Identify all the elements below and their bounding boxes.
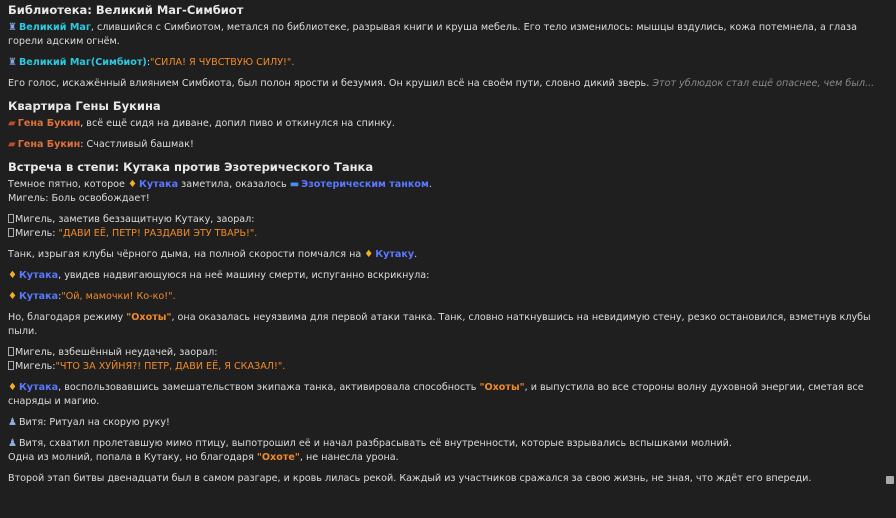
flame-icon: ♦ (128, 179, 137, 190)
message-text: , увидев надвигающуюся на неё машину смерти, испуганно вскрикнула: (58, 270, 430, 281)
message-text: Танк, изрыгая клубы чёрного дыма, на полной скорости помчался на (8, 249, 365, 260)
message-battle-summary: Второй этап битвы двенадцати был в самом разгаре, и кровь лилась рекой. Каждый из участников сражался за свою жизнь, не зная, что ждёт его впереди. (8, 473, 812, 484)
message-text: , и выпустила во все стороны волну духовной энергии, сметая все снаряды и магию. (8, 382, 864, 407)
message-text: , она оказалась неуязвима для первой атаки танка. Танк, словно наткнувшись на невидимую стену, резко остановился, взметнув клубы пыли. (8, 312, 871, 337)
flame-icon: ♦ (8, 291, 17, 302)
character-name-mage-symbiot[interactable]: Великий Маг(Симбиот) (18, 57, 147, 68)
missing-glyph-box (8, 347, 14, 356)
message-text: заметила, оказалось (178, 179, 290, 190)
message-miguel-notice (8, 213, 888, 227)
mage-icon: ♜ (8, 22, 17, 33)
character-name-tank[interactable]: Эзотерическим танком (301, 179, 429, 190)
message-mage-rampage (8, 21, 888, 49)
shoe-icon: ▰ (8, 139, 16, 150)
message-kutaka-shout (8, 290, 888, 304)
message-text: Витя: Ритуал на скорую руку! (18, 417, 170, 428)
message-miguel-enraged (8, 346, 888, 360)
message-text: , воспользовавшись замешательством экипажа танка, активировала способность (58, 382, 480, 393)
thought-text: Этот ублюдок стал ещё опаснее, чем был... (652, 78, 875, 89)
mage-icon: ♜ (8, 57, 17, 68)
character-name-kutaka[interactable]: Кутака (18, 270, 59, 281)
wizard-icon: ♟ (8, 417, 17, 428)
message-gena-shoe (8, 138, 888, 152)
period: . (414, 249, 418, 260)
message-kutaka-ability (8, 381, 888, 409)
message-narration-voice (8, 77, 888, 91)
missing-glyph-box (8, 214, 14, 223)
shoe-icon: ▰ (8, 118, 16, 129)
character-name-gena[interactable]: Гена Букин (17, 139, 81, 150)
quote-text: "ДАВИ ЕЁ, ПЕТР! РАЗДАВИ ЭТУ ТВАРЬ!". (58, 228, 258, 239)
message-kutaka-sees (8, 269, 888, 283)
message-text: , всё ещё сидя на диване, допил пиво и откинулся на спинку. (80, 118, 395, 129)
character-name-kutaka[interactable]: Кутака (138, 179, 179, 190)
message-text: , не нанесла урона. (299, 452, 399, 463)
message-lightning (8, 451, 888, 465)
section-heading-apartment: Квартира Гены Букина (8, 99, 161, 113)
missing-glyph-box (8, 361, 14, 370)
tank-icon: ▬ (289, 179, 300, 190)
section-heading-library: Библиотека: Великий Маг-Симбиот (8, 3, 244, 17)
message-vitya-ritual (8, 416, 888, 430)
missing-glyph-box (8, 228, 14, 237)
message-miguel-pain: Мигель: Боль освобождает! (8, 193, 150, 204)
speaker-label: Мигель: (15, 361, 56, 372)
character-name-kutaka[interactable]: Кутака (18, 382, 59, 393)
flame-icon: ♦ (8, 270, 17, 281)
message-dark-spot (8, 178, 888, 192)
ability-name: "Охоты" (126, 312, 172, 323)
period: . (428, 179, 432, 190)
colon: : (58, 291, 62, 302)
character-name-mage[interactable]: Великий Маг (18, 22, 91, 33)
message-gena-sits (8, 117, 888, 131)
message-text: Его голос, искажённый влиянием Симбиота, был полон ярости и безумия. Он крушил всё на своём пути, словно дикий зверь. (8, 78, 653, 89)
message-text: Мигель, заметив беззащитную Кутаку, заорал: (15, 214, 255, 225)
character-name-gena[interactable]: Гена Букин (17, 118, 81, 129)
message-tank-charges (8, 248, 888, 262)
wizard-icon: ♟ (8, 438, 17, 449)
section-heading-steppe: Встреча в степи: Кутака против Эзотерического Танка (8, 160, 374, 174)
ability-name: "Охоте" (256, 452, 300, 463)
character-name-kutaka[interactable]: Кутака (18, 291, 59, 302)
message-text: , слившийся с Симбиотом, метался по библиотеке, разрывая книги и круша мебель. Его тело изменилось: мышцы вздулись, кожа потемнела, а глаза горели адским огнём. (8, 22, 857, 47)
ability-name: "Охоты" (479, 382, 525, 393)
quote-text: "СИЛА! Я ЧУВСТВУЮ СИЛУ!". (150, 57, 295, 68)
message-miguel-shout-1 (8, 227, 888, 241)
chat-log (0, 2, 896, 486)
message-text: Темное пятно, которое (8, 179, 129, 190)
colon: : (146, 57, 151, 68)
flame-icon: ♦ (8, 382, 17, 393)
message-text: : Счастливый башмак! (80, 139, 194, 150)
message-text: Мигель, взбешённый неудачей, заорал: (15, 347, 218, 358)
message-text: Но, благодаря режиму (8, 312, 127, 323)
speaker-label: Мигель: (15, 228, 59, 239)
message-text: Витя, схватил пролетавшую мимо птицу, выпотрошил её и начал разбрасывать её внутренности, которые взрывались вспышками молний. (18, 438, 732, 449)
message-miguel-shout-2 (8, 360, 888, 374)
quote-text: "Ой, мамочки! Ко-ко!". (61, 291, 176, 302)
flame-icon: ♦ (364, 249, 374, 260)
character-name-kutaku[interactable]: Кутаку (375, 249, 415, 260)
message-hunt-mode (8, 311, 888, 339)
message-mage-shout (8, 56, 888, 70)
scroll-indicator[interactable] (886, 476, 894, 484)
quote-text: "ЧТО ЗА ХУЙНЯ?! ПЕТР, ДАВИ ЕЁ, Я СКАЗАЛ!". (55, 361, 286, 372)
message-vitya-bird (8, 437, 888, 451)
message-text: Одна из молний, попала в Кутаку, но благодаря (8, 452, 257, 463)
